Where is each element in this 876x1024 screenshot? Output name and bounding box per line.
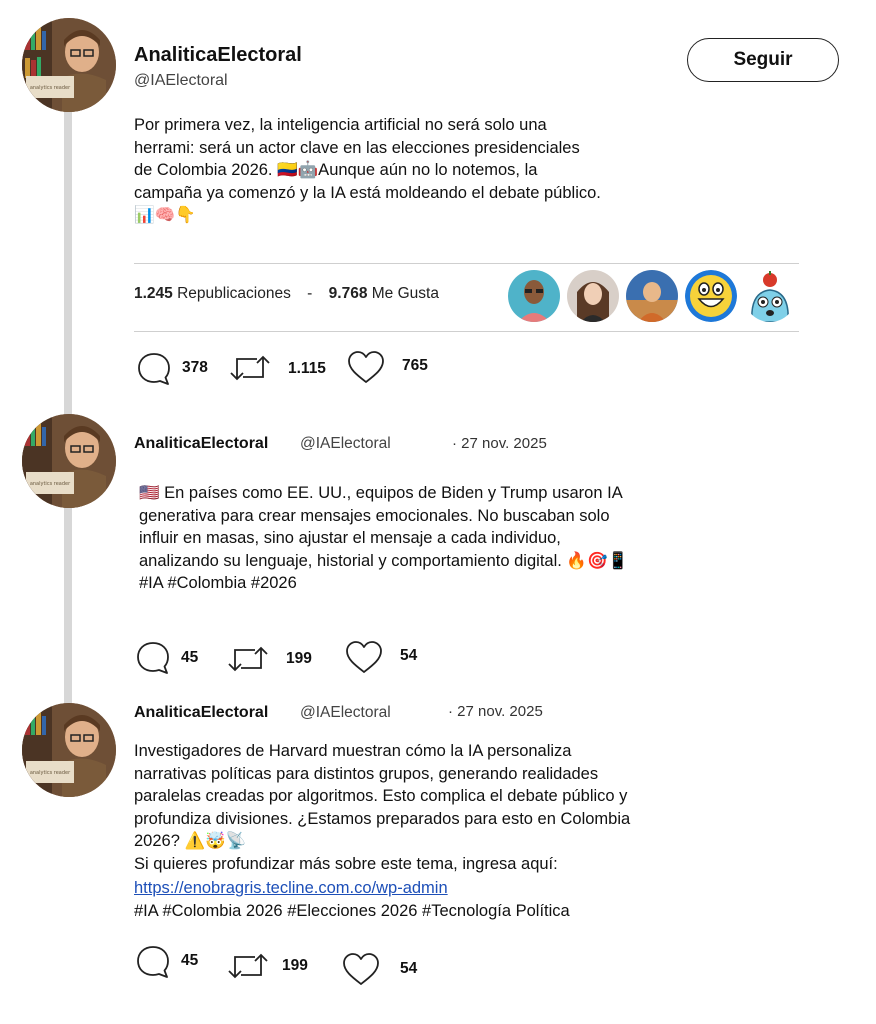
retweet-button[interactable] xyxy=(227,949,269,983)
post-hashtags[interactable]: #IA #Colombia 2026 #Elecciones 2026 #Tecnología Política xyxy=(134,902,570,920)
comment-icon xyxy=(135,640,171,676)
avatar-caption: analytics reader xyxy=(29,481,71,487)
retweet-count: 199 xyxy=(286,650,312,667)
retweet-count: 199 xyxy=(282,957,308,974)
avatar-image xyxy=(22,703,116,797)
post-text: Por primera vez, la inteligencia artificial no será solo una herrami: será un actor clave en las elecciones presidenciales de Colombia 2026. 🇨🇴🤖Aunque aún no lo notemos, la campaña ya comenzó y la IA está moldeando el debate público. 📊🧠👇 xyxy=(134,116,601,224)
author-handle[interactable]: @IAElectoral xyxy=(134,72,228,89)
divider-bottom xyxy=(134,331,799,332)
heart-icon xyxy=(347,350,385,384)
avatar-caption: analytics reader xyxy=(29,85,71,91)
liker-avatar[interactable] xyxy=(508,270,560,322)
retweet-count: 1.115 xyxy=(288,360,326,377)
stats-separator: - xyxy=(307,285,313,302)
author-avatar[interactable] xyxy=(22,18,116,112)
post-text: Investigadores de Harvard muestran cómo la IA personaliza narrativas políticas para distintos grupos, generando realidades paralelas creadas por algoritmos. Esto complica el debate público y profundiza divisiones. ¿Estamos preparados para esto en Colombia 2026? ⚠️🤯📡 Si quieres profundizar más sobre este tema, ingresa aquí: xyxy=(134,742,631,873)
like-count: 54 xyxy=(400,960,418,977)
reply-count: 378 xyxy=(182,359,208,376)
author-name[interactable]: AnaliticaElectoral xyxy=(134,44,302,66)
reply-button[interactable] xyxy=(135,640,171,676)
author-handle[interactable]: @IAElectoral xyxy=(300,704,391,721)
author-name[interactable]: AnaliticaElectoral xyxy=(134,435,269,452)
retweet-icon xyxy=(227,949,269,983)
like-button[interactable] xyxy=(345,640,383,674)
post-date[interactable]: · 27 nov. 2025 xyxy=(448,703,543,720)
liker-avatar[interactable] xyxy=(567,270,619,322)
reposts-label[interactable]: Republicaciones xyxy=(177,285,291,302)
like-count: 54 xyxy=(400,647,418,664)
reposts-count[interactable]: 1.245 xyxy=(134,285,173,302)
avatar-image xyxy=(22,414,116,508)
heart-icon xyxy=(342,952,380,986)
like-button[interactable] xyxy=(347,350,385,384)
likes-count[interactable]: 9.768 xyxy=(328,285,368,302)
comment-icon xyxy=(136,351,172,387)
author-avatar[interactable] xyxy=(22,414,116,508)
likers-avatars[interactable] xyxy=(508,270,796,322)
engagement-stats xyxy=(134,285,439,303)
likes-label[interactable]: Me Gusta xyxy=(371,285,439,302)
liker-avatar[interactable] xyxy=(685,270,737,322)
retweet-icon xyxy=(227,642,269,676)
reply-button[interactable] xyxy=(136,351,172,387)
avatar-image xyxy=(22,18,116,112)
heart-icon xyxy=(345,640,383,674)
comment-icon xyxy=(135,944,171,980)
retweet-button[interactable] xyxy=(227,642,269,676)
like-count: 765 xyxy=(402,357,428,374)
avatar-caption: analytics reader xyxy=(29,770,71,776)
author-name[interactable]: AnaliticaElectoral xyxy=(134,704,269,721)
divider-top xyxy=(134,263,799,264)
liker-avatar[interactable] xyxy=(626,270,678,322)
liker-avatar[interactable] xyxy=(744,270,796,322)
reply-count: 45 xyxy=(181,649,199,666)
author-handle[interactable]: @IAElectoral xyxy=(300,435,391,452)
reply-count: 45 xyxy=(181,952,199,969)
retweet-icon xyxy=(229,351,271,385)
follow-button[interactable]: Seguir xyxy=(687,38,839,82)
like-button[interactable] xyxy=(342,952,380,986)
thread-line xyxy=(64,100,72,710)
retweet-button[interactable] xyxy=(229,351,271,385)
external-link[interactable]: https://enobragris.tecline.com.co/wp-admin xyxy=(134,879,448,897)
author-avatar[interactable] xyxy=(22,703,116,797)
post-text: 🇺🇸 En países como EE. UU., equipos de Biden y Trump usaron IA generativa para crear mensajes emocionales. No buscaban solo influir en masas, sino ajustar el mensaje a cada individuo, analizando su lenguaje, historial y comportamiento digital. 🔥🎯📱 #IA #Colombia #2026 xyxy=(139,484,629,592)
reply-button[interactable] xyxy=(135,944,171,980)
post-date[interactable]: · 27 nov. 2025 xyxy=(452,435,547,452)
